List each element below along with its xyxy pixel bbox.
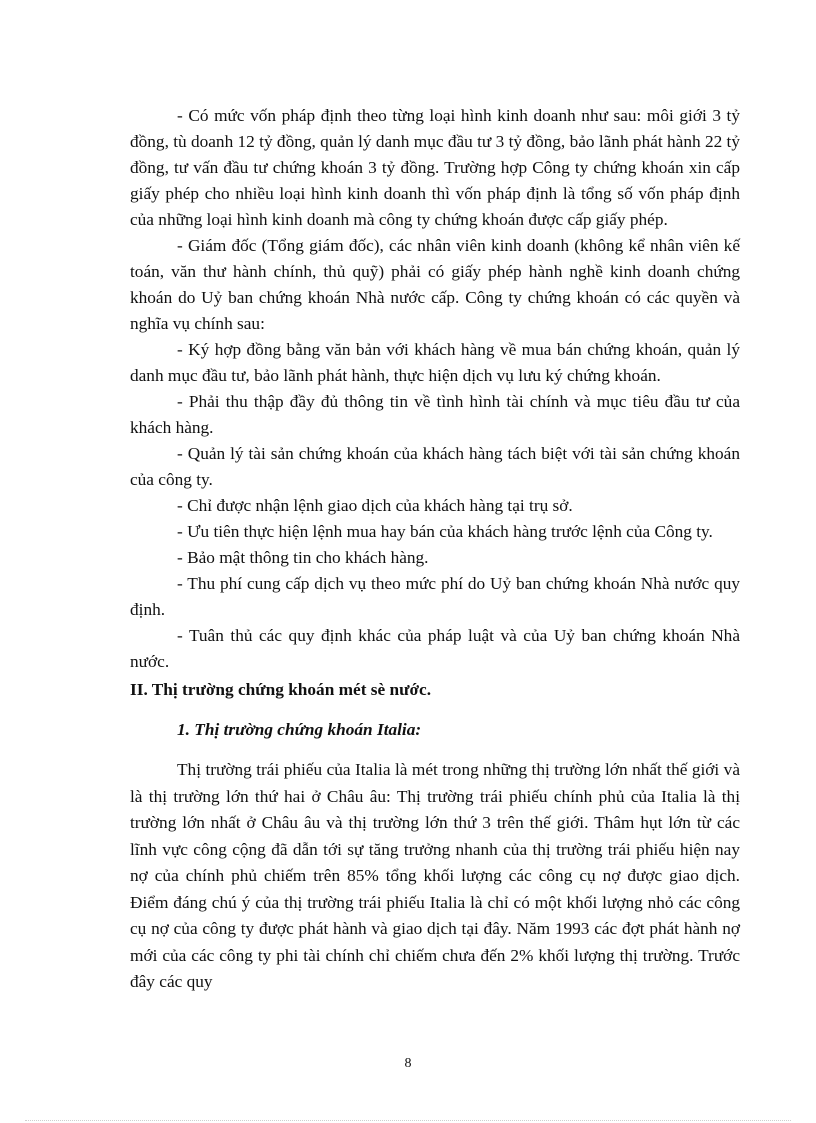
page-bottom-divider (25, 1120, 791, 1121)
paragraph-italy-bond-market: Thị trường trái phiếu của Italia là mét trong những thị trường lớn nhất thế giới và là thị trường lớn thứ hai ở Châu âu: Thị trường trái phiếu chính phủ của Italia là thị trường lớn nhất ở Châu âu và thị trường lớn thứ 3 trên thế giới. Thâm hụt lớn từ các lĩnh vực công cộng đã dẫn tới sự tăng trưởng nhanh của thị trường trái phiếu hiện nay nợ của chính phủ chiếm trên 85% tổng khối lượng các công cụ nợ được giao dịch. Điểm đáng chú ý của thị trường trái phiếu Italia là chỉ có một khối lượng nhỏ các công cụ nợ của công ty được phát hành và giao dịch tại đây. Năm 1993 các đợt phát hành nợ mới của các công ty phi tài chính chỉ chiếm chưa đến 2% khối lượng thị trường. Trước đây các quy (130, 760, 740, 991)
paragraph-director-license: - Giám đốc (Tổng giám đốc), các nhân viên kinh doanh (không kể nhân viên kế toán, văn thư hành chính, thủ quỹ) phải có giấy phép hành nghề kinh doanh chứng khoán do Uỷ ban chứng khoán Nhà nước cấp. Công ty chứng khoán có các quyền và nghĩa vụ chính sau: (130, 236, 740, 333)
paragraph-order-receipt: - Chỉ được nhận lệnh giao dịch của khách hàng tại trụ sở. (177, 496, 573, 515)
paragraph-asset-management: - Quản lý tài sản chứng khoán của khách hàng tách biệt với tài sản chứng khoán của công ty. (130, 444, 740, 489)
page-content (130, 103, 740, 996)
section-heading: II. Thị trường chứng khoán mét sè nước. (130, 680, 432, 699)
paragraph-priority: - Ưu tiên thực hiện lệnh mua hay bán của khách hàng trước lệnh của Công ty. (177, 522, 713, 541)
page-number: 8 (404, 1056, 412, 1071)
paragraph-fees: - Thu phí cung cấp dịch vụ theo mức phí do Uỷ ban chứng khoán Nhà nước quy định. (130, 574, 740, 619)
subsection-heading: 1. Thị trường chứng khoán Italia: (177, 720, 422, 739)
paragraph-contract: - Ký hợp đồng bằng văn bản với khách hàng về mua bán chứng khoán, quản lý danh mục đầu tư, bảo lãnh phát hành, thực hiện dịch vụ lưu ký chứng khoán. (130, 340, 740, 385)
paragraph-compliance: - Tuân thủ các quy định khác của pháp luật và của Uỷ ban chứng khoán Nhà nước. (130, 626, 740, 671)
paragraph-confidentiality: - Bảo mật thông tin cho khách hàng. (177, 548, 429, 567)
paragraph-capital-requirement: - Có mức vốn pháp định theo từng loại hình kinh doanh như sau: môi giới 3 tỷ đồng, tù doanh 12 tỷ đồng, quản lý danh mục đầu tư 3 tỷ đồng, bảo lãnh phát hành 22 tỷ đồng, tư vấn đầu tư chứng khoán 3 tỷ đồng. Trường hợp Công ty chứng khoán xin cấp giấy phép cho nhiều loại hình kinh doanh thì vốn pháp định là tổng số vốn pháp định của những loại hình kinh doanh mà công ty chứng khoán được cấp giấy phép. (130, 106, 740, 229)
paragraph-collect-info: - Phải thu thập đầy đủ thông tin về tình hình tài chính và mục tiêu đầu tư của khách hàng. (130, 392, 740, 437)
